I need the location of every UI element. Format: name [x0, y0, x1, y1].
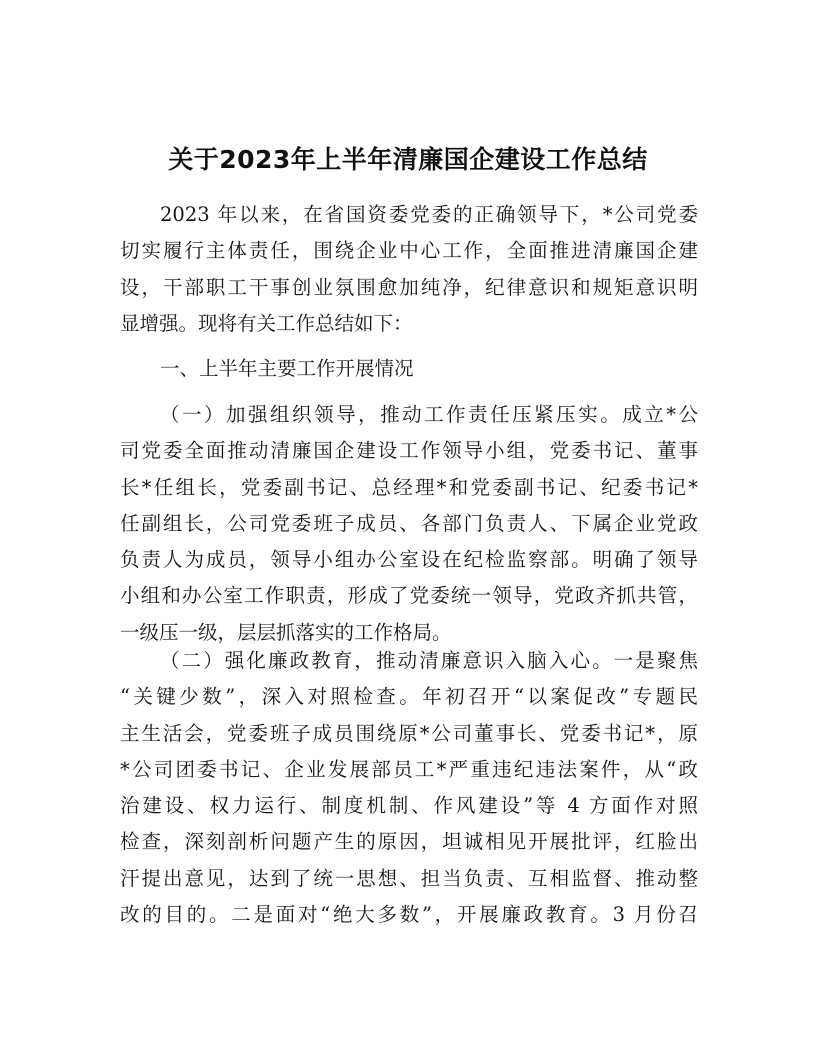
text-line: 一级压一级，层层抓落实的工作格局。 — [120, 620, 452, 644]
text-line: “关键少数”，深入对照检查。年初召开“以案促改”专题民 — [120, 685, 698, 709]
text-line: 治建设、权力运行、制度机制、作风建设”等 4 方面作对照 — [120, 794, 698, 818]
organization-paragraph — [120, 397, 698, 651]
education-paragraph — [120, 643, 698, 933]
intro-paragraph — [120, 197, 698, 342]
text-line: 小组和办公室工作职责，形成了党委统一领导，党政齐抓共管， — [120, 584, 698, 608]
text-line: 长*任组长，党委副书记、总经理*和党委副书记、纪委书记* — [120, 475, 698, 499]
text-line: （二）强化廉政教育，推动清廉意识入脑入心。一是聚焦 — [160, 649, 698, 672]
text-line: （一）加强组织领导，推动工作责任压紧压实。成立*公 — [160, 403, 698, 426]
text-line: 主生活会，党委班子成员围绕原*公司董事长、党委书记*，原 — [120, 721, 698, 745]
text-line: 汗提出意见，达到了统一思想、担当负责、互相监督、推动整 — [120, 866, 698, 890]
text-line: 2023 年以来，在省国资委党委的正确领导下，*公司党委 — [160, 203, 698, 226]
text-line: 切实履行主体责任，围绕企业中心工作，全面推进清廉国企建 — [120, 239, 698, 263]
document-title: 关于2023年上半年清廉国企建设工作总结 — [168, 145, 648, 174]
text-line: 司党委全面推动清廉国企建设工作领导小组，党委书记、董事 — [120, 439, 698, 463]
text-line: 设，干部职工干事创业氛围愈加纯净，纪律意识和规矩意识明 — [120, 275, 698, 299]
text-line: 改的目的。二是面对“绝大多数”，开展廉政教育。3 月份召 — [120, 903, 698, 927]
section-heading-text: 一、上半年主要工作开展情况 — [160, 357, 414, 380]
text-line: *公司团委书记、企业发展部员工*严重违纪违法案件，从“政 — [120, 757, 698, 781]
text-line: 负责人为成员，领导小组办公室设在纪检监察部。明确了领导 — [120, 548, 698, 572]
text-line: 显增强。现将有关工作总结如下： — [120, 311, 413, 335]
text-line: 检查，深刻剖析问题产生的原因，坦诚相见开展批评，红脸出 — [120, 830, 698, 854]
text-line: 任副组长，公司党委班子成员、各部门负责人、下属企业党政 — [120, 511, 698, 535]
section-heading — [120, 351, 698, 387]
